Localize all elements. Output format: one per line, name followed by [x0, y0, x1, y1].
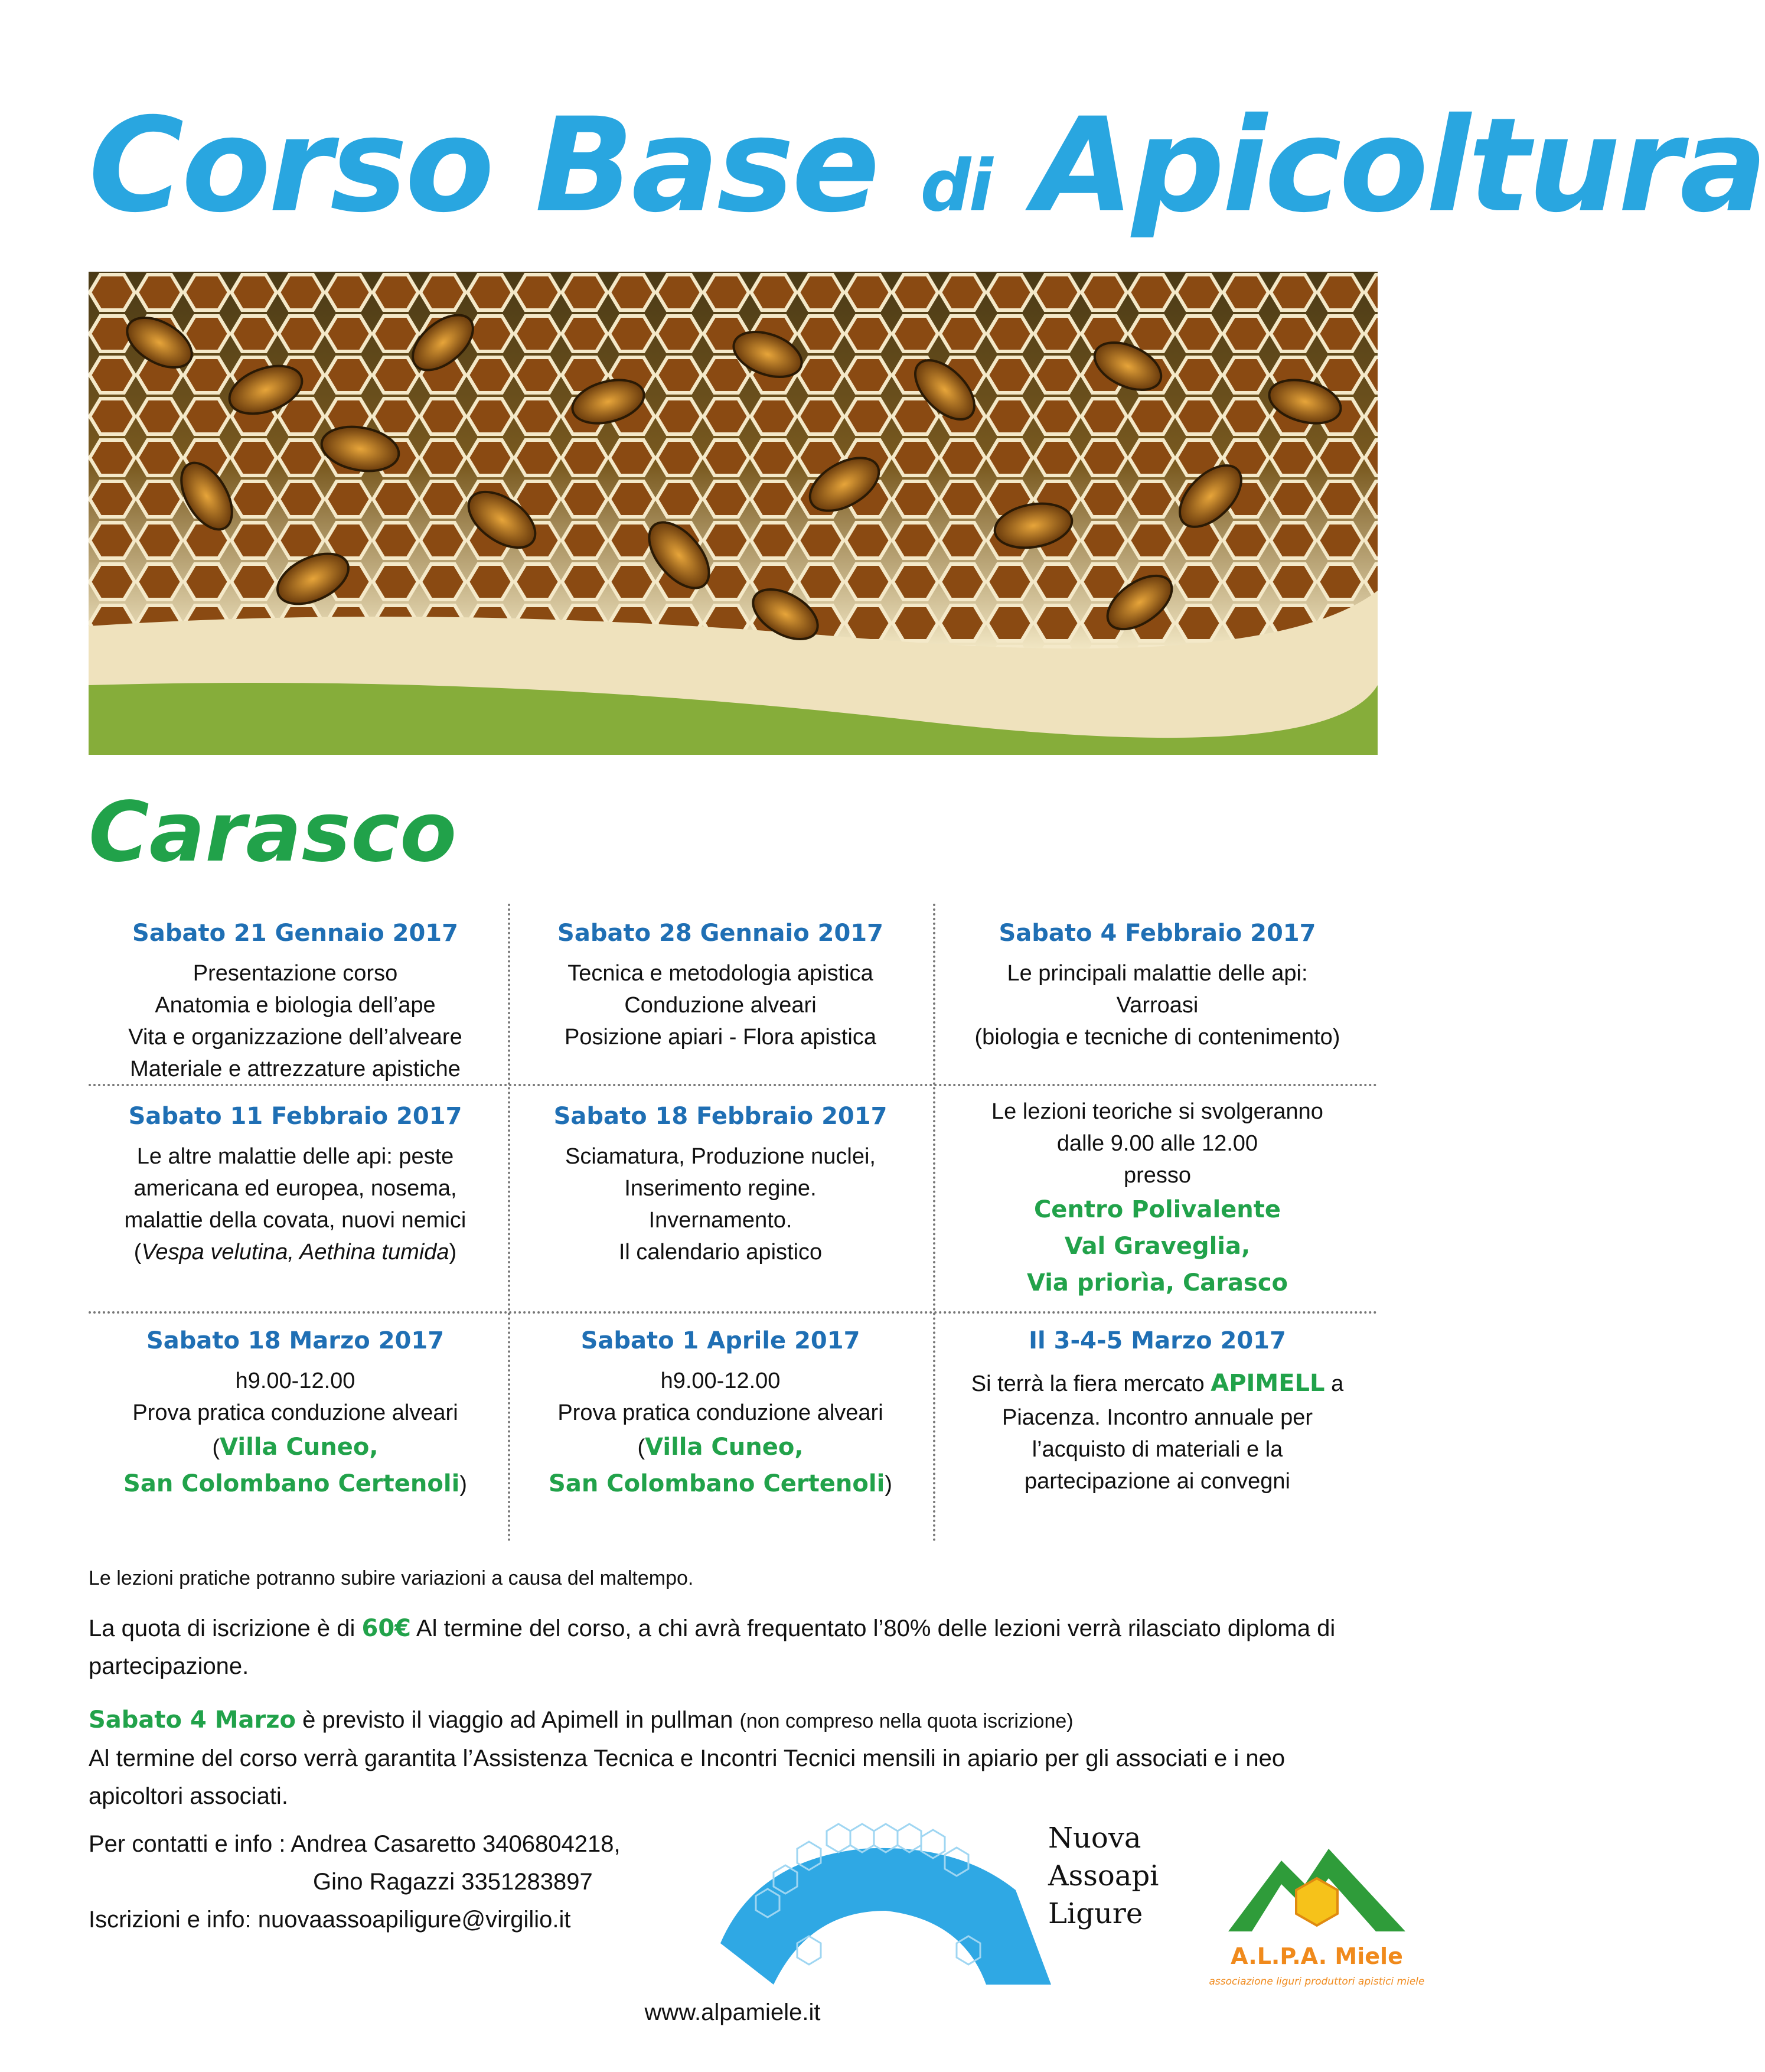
- schedule-cell: Sabato 18 Febbraio 2017 Sciamatura, Produzione nuclei, Inserimento regine. Invernamento. Il calendario apistico: [514, 1096, 927, 1268]
- title-main: Corso Base: [89, 90, 878, 241]
- lesson-date: Sabato 11 Febbraio 2017: [128, 1103, 462, 1130]
- fair-date: Il 3-4-5 Marzo 2017: [1029, 1327, 1286, 1354]
- contacts-block: Per contatti e info : Andrea Casaretto 3406804218, Gino Ragazzi 3351283897 Iscrizioni e info: nuovaassoapiligure@virgilio.it: [89, 1831, 621, 1933]
- schedule-cell-venue: Le lezioni teoriche si svolgeranno dalle 9.00 alle 12.00 presso Centro Polivalente Val Graveglia, Via priorìa, Carasco: [991, 1099, 1323, 1296]
- schedule-cell: Sabato 18 Marzo 2017 h9.00-12.00 Prova pratica conduzione alveari (Villa Cuneo, San Colombano Certenoli): [89, 1320, 502, 1502]
- nuova-assoapi-name: Nuova Assoapi Ligure: [1048, 1822, 1159, 1930]
- nuova-assoapi-logo: [709, 1807, 1075, 2002]
- mountain-hive-icon: [1228, 1837, 1405, 1943]
- weather-note: Le lezioni pratiche potranno subire variazioni a causa del maltempo.: [89, 1567, 694, 1589]
- bees-photo: [89, 272, 1378, 755]
- website-link[interactable]: www.alpamiele.it: [644, 1999, 821, 2025]
- grid-divider: [508, 904, 510, 1542]
- bees-illustration: [89, 272, 1378, 755]
- lesson-date: Sabato 1 Aprile 2017: [580, 1327, 860, 1354]
- page-title: [89, 77, 1765, 254]
- title-di: di: [920, 145, 991, 227]
- title-end: Apicoltura: [1033, 90, 1765, 241]
- honeycomb-arc-icon: [709, 1807, 1075, 2002]
- schedule-cell: Sabato 11 Febbraio 2017 Le altre malattie delle api: peste americana ed europea, nosema, malattie della covata, nuovi nemici (Vespa velutina, Aethina tumida): [89, 1096, 502, 1268]
- lesson-date: Sabato 21 Gennaio 2017: [132, 920, 458, 947]
- location-title: Carasco: [89, 784, 457, 881]
- schedule-grid: [89, 904, 1378, 1542]
- schedule-cell: Sabato 21 Gennaio 2017 Presentazione corso Anatomia e biologia dell’ape Vita e organizzazione dell’alveare Materiale e attrezzature apistiche: [89, 913, 502, 1085]
- assistance-note: Al termine del corso verrà garantita l’Assistenza Tecnica e Incontri Tecnici mensili in apiario per gli associati e i neo apicoltori associati.: [89, 1745, 1286, 1809]
- lesson-date: Sabato 18 Febbraio 2017: [553, 1103, 888, 1130]
- lesson-date: Sabato 4 Febbraio 2017: [999, 920, 1316, 947]
- alpa-miele-title: A.L.P.A. Miele: [1231, 1943, 1403, 1969]
- species-note: (Vespa velutina, Aethina tumida): [133, 1240, 457, 1265]
- fee-note: La quota di iscrizione è di 60€ Al termine del corso, a chi avrà frequentato l’80% delle lezioni verrà rilasciato diploma di partecipazione.: [89, 1615, 1336, 1679]
- grid-divider: [933, 904, 935, 1542]
- schedule-cell-fair: Il 3-4-5 Marzo 2017 Si terrà la fiera mercato APIMELL a Piacenza. Incontro annuale per l’acquisto di materiali e la partecipazione ai convegni: [939, 1320, 1376, 1497]
- fee-value: 60€: [361, 1615, 411, 1642]
- trip-note: Sabato 4 Marzo è previsto il viaggio ad Apimell in pullman (non compreso nella quota iscrizione): [89, 1706, 1074, 1734]
- schedule-cell: Sabato 1 Aprile 2017 h9.00-12.00 Prova pratica conduzione alveari (Villa Cuneo, San Colombano Certenoli): [514, 1320, 927, 1502]
- schedule-cell: Sabato 4 Febbraio 2017 Le principali malattie delle api: Varroasi (biologia e tecniche di contenimento): [939, 913, 1376, 1053]
- schedule-cell: Sabato 28 Gennaio 2017 Tecnica e metodologia apistica Conduzione alveari Posizione apiari - Flora apistica: [514, 913, 927, 1053]
- alpa-miele-logo: [1228, 1837, 1405, 1943]
- lesson-date: Sabato 18 Marzo 2017: [146, 1327, 445, 1354]
- alpa-miele-subtitle: associazione liguri produttori apistici miele: [1209, 1976, 1425, 1988]
- grid-divider: [89, 1311, 1378, 1314]
- lesson-date: Sabato 28 Gennaio 2017: [557, 920, 883, 947]
